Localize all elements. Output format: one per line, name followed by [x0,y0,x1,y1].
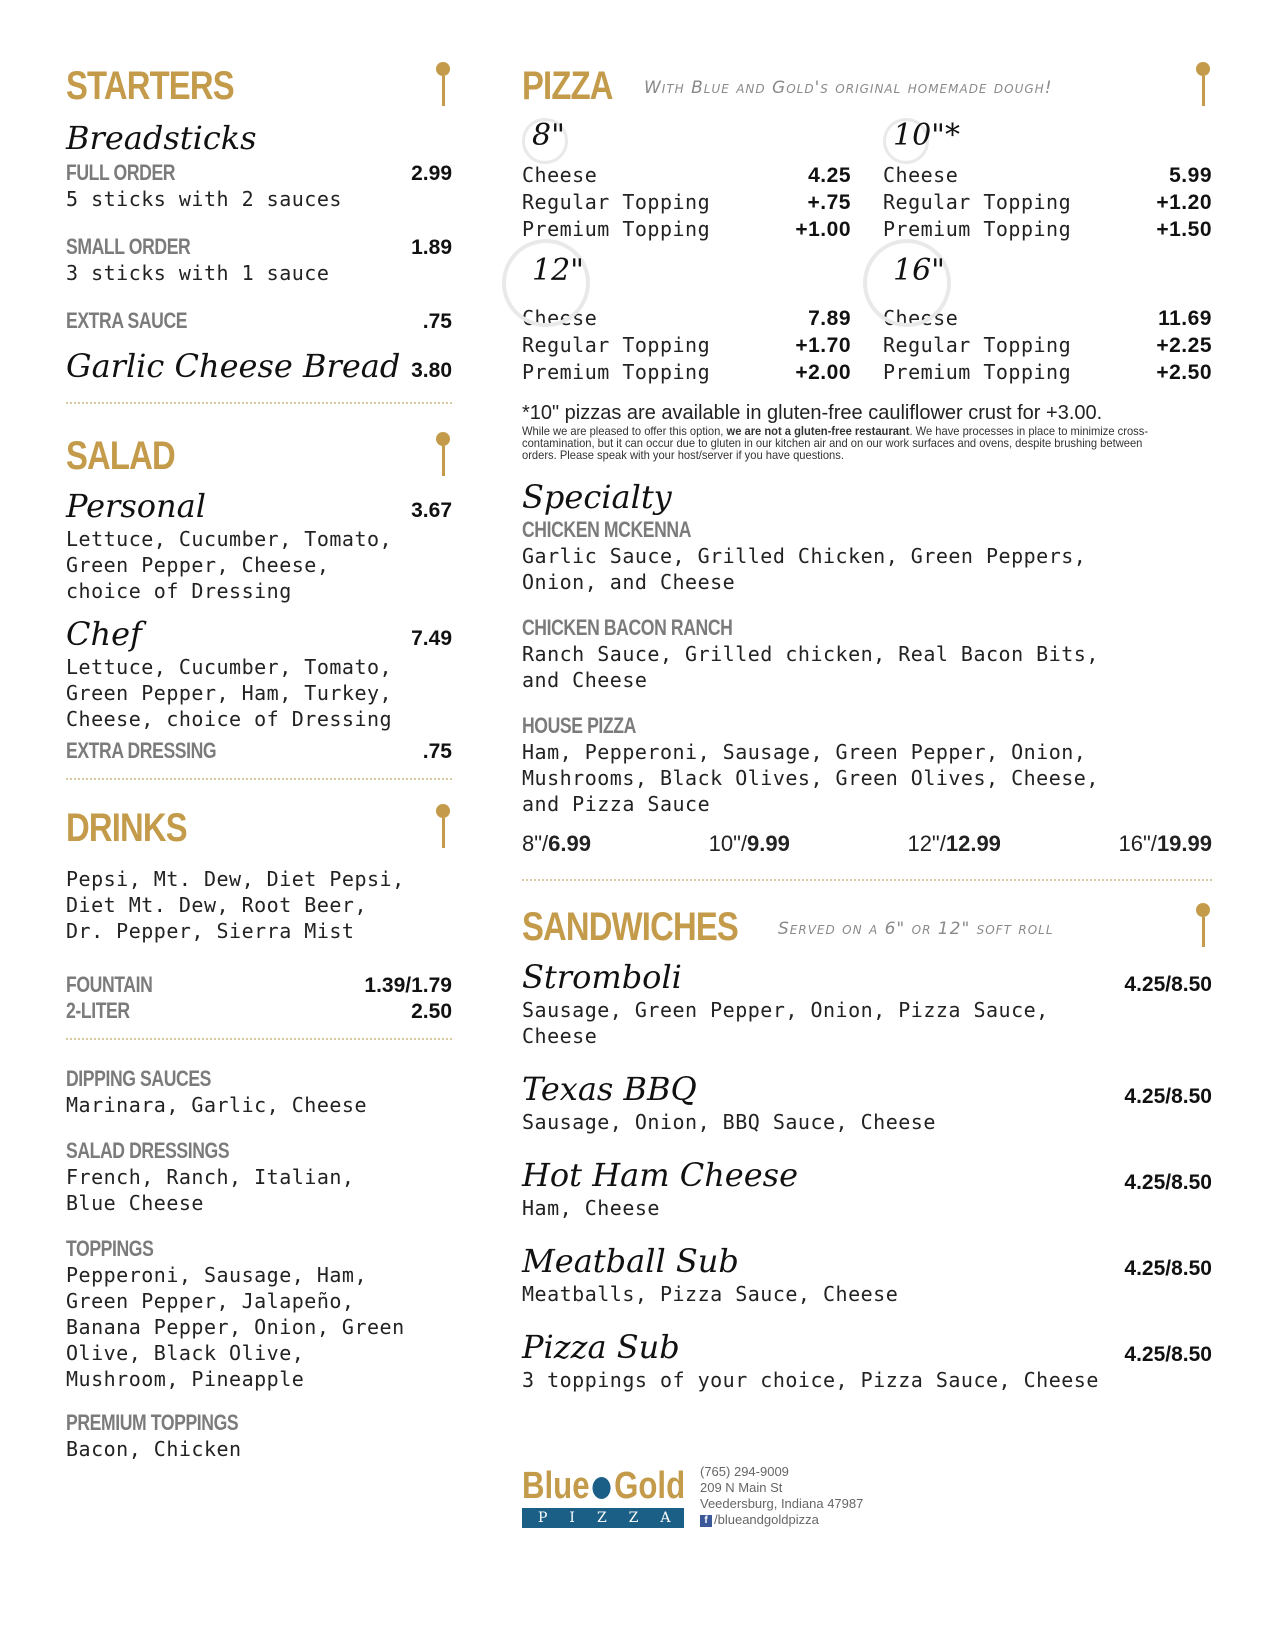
price-row: Regular Topping +.75 [522,190,851,214]
price: 1.39/1.79 [364,974,452,997]
extra-dressing-row [66,738,452,764]
sandwich-item [522,957,1212,1049]
price-row: Premium Topping +1.00 [522,217,851,241]
gluten-free-note: *10" pizzas are available in gluten-free cauliflower crust for +3.00. [522,402,1103,424]
sandwich-name: Hot Ham Cheese [522,1156,799,1194]
toppings [66,1236,452,1392]
item-description: French, Ranch, Italian, Blue Cheese [66,1165,355,1215]
option-label: SALAD DRESSINGS [66,1138,230,1163]
specialty-name: CHICKEN BACON RANCH [522,615,733,640]
option-label: SMALL ORDER [66,234,191,259]
price: 7.49 [411,627,452,650]
item-description: Marinara, Garlic, Cheese [66,1093,367,1117]
specialty-price: 10"/9.99 [708,831,790,856]
size-block-12 [522,249,851,386]
price: .75 [422,310,452,333]
pizza-peel-icon [434,432,452,478]
pizza-ball-icon [593,1477,611,1499]
item-description: Ranch Sauce, Grilled chicken, Real Bacon Bits, and Cheese [522,642,1099,692]
pizza-peel-icon [1194,903,1212,949]
fountain-row [66,972,452,998]
address: 209 N Main St [700,1480,783,1495]
price: 4.25/8.50 [1124,1257,1212,1280]
logo-band: PIZZA [522,1508,684,1528]
section-title: STARTERS [66,64,234,108]
item-description: Garlic Sauce, Grilled Chicken, Green Peppers, Onion, and Cheese [522,544,1087,594]
pizza-sizes-top [522,114,1212,243]
sandwich-item [522,1327,1212,1393]
price-row: Cheese 11.69 [883,306,1212,330]
section-title: DRINKS [66,806,187,850]
sandwiches-header [522,901,1212,953]
sandwich-name: Pizza Sub [522,1328,680,1366]
sandwich-name: Stromboli [522,958,682,996]
drinks-list: Pepsi, Mt. Dew, Diet Pepsi, Diet Mt. Dew, Root Beer, Dr. Pepper, Sierra Mist [66,867,405,943]
section-title: SANDWICHES [522,905,738,949]
item-description: Bacon, Chicken [66,1437,242,1461]
option-label: FULL ORDER [66,160,176,185]
size-mark: 10"* [883,114,1212,162]
option-label: PREMIUM TOPPINGS [66,1410,239,1435]
price: 4.25/8.50 [1124,1171,1212,1194]
dipping-sauces [66,1066,452,1118]
size-mark: 16" [883,249,1212,305]
garlic-bread-row [66,346,452,386]
item-description: Lettuce, Cucumber, Tomato, Green Pepper, Cheese, choice of Dressing [66,527,393,603]
item-description: Pepperoni, Sausage, Ham, Green Pepper, Jalapeño, Banana Pepper, Onion, Green Olive, Black Olive, Mushroom, Pineapple [66,1263,405,1391]
sandwiches-tagline: Served on a 6" or 12" soft roll [778,919,1054,939]
section-title: SALAD [66,434,175,478]
option-label: 2-LITER [66,998,130,1023]
chef-salad-row [66,614,452,654]
starters-header [66,60,452,112]
price: .75 [422,740,452,763]
section-title: PIZZA [522,64,613,108]
pizza-header [522,60,1212,112]
item-description: Ham, Pepperoni, Sausage, Green Pepper, Onion, Mushrooms, Black Olives, Green Olives, Cheese, and Pizza Sauce [522,740,1099,816]
price-row: Cheese 5.99 [883,163,1212,187]
item-name-breadsticks: Breadsticks [66,119,257,157]
pizza-peel-icon [434,804,452,850]
brand-logo: Blue Gold PIZZA [522,1465,693,1526]
price-row: Cheese 4.25 [522,163,851,187]
price: 4.25/8.50 [1124,973,1212,996]
pizza-tagline: With Blue and Gold's original homemade dough! [644,78,1053,98]
size-block-10 [883,114,1212,243]
sandwich-name: Texas BBQ [522,1070,697,1108]
liter-row [66,998,452,1024]
left-column [66,60,452,1462]
price-row: Regular Topping +1.70 [522,333,851,357]
specialty-item [522,517,1212,595]
sandwich-item [522,1241,1212,1307]
city: Veedersburg, Indiana 47987 [700,1496,864,1511]
option-label: EXTRA SAUCE [66,308,188,333]
option-label: DIPPING SAUCES [66,1066,212,1091]
item-description: Ham, Cheese [522,1196,660,1220]
item-description: 3 toppings of your choice, Pizza Sauce, Cheese [522,1368,1099,1392]
phone: (765) 294-9009 [700,1464,789,1479]
specialty-name: HOUSE PIZZA [522,713,636,738]
specialty-item [522,615,1212,693]
size-block-16 [883,249,1212,386]
specialty-price: 12"/12.99 [907,831,1001,856]
specialty-name: CHICKEN MCKENNA [522,517,692,542]
facebook-icon: f [700,1515,712,1527]
specialty-price: 8"/6.99 [522,831,591,856]
size-mark: 12" [522,249,851,305]
footer [522,1464,863,1528]
option-label: FOUNTAIN [66,972,153,997]
extra-sauce-row [66,308,452,334]
price-row: Premium Topping +2.50 [883,360,1212,384]
small-order-row [66,234,452,260]
specialty-item [522,713,1212,817]
item-description: Sausage, Green Pepper, Onion, Pizza Sauce, Cheese [522,998,1049,1048]
specialty-price: 16"/19.99 [1118,831,1212,856]
salad-header [66,430,452,482]
specialty-prices [522,831,1212,857]
sandwich-item [522,1155,1212,1221]
price: 3.67 [411,499,452,522]
price-row: Regular Topping +2.25 [883,333,1212,357]
divider [66,402,452,404]
price: 2.99 [411,162,452,185]
item-description: 3 sticks with 1 sauce [66,261,330,285]
drinks-header [66,802,452,854]
divider [66,1038,452,1040]
option-label: EXTRA DRESSING [66,738,217,763]
item-description: Lettuce, Cucumber, Tomato, Green Pepper, Ham, Turkey, Cheese, choice of Dressing [66,655,393,731]
sandwich-name: Meatball Sub [522,1242,739,1280]
size-block-8 [522,114,851,243]
price: 2.50 [411,1000,452,1023]
premium-toppings [66,1410,452,1462]
price: 4.25/8.50 [1124,1343,1212,1366]
personal-salad-row [66,486,452,526]
item-description: Sausage, Onion, BBQ Sauce, Cheese [522,1110,936,1134]
divider [66,778,452,780]
specialty-title: Specialty [522,478,672,516]
gluten-free-disclaimer: While we are pleased to offer this option, we are not a gluten-free restaurant. We have processes in place to minimize cross-contamination, but it can occur due to gluten in our kitchen air and on our work surfaces and ovens, despite brushing between orders. Please speak with your host/server if you have questions. [522,424,1149,462]
price-row: Cheese 7.89 [522,306,851,330]
divider [522,879,1212,881]
contact-info [700,1464,863,1528]
pizza-peel-icon [1194,62,1212,108]
price-row: Regular Topping +1.20 [883,190,1212,214]
full-order-row [66,160,452,186]
item-name-chef: Chef [66,615,142,653]
price-row: Premium Topping +1.50 [883,217,1212,241]
right-column [522,60,1212,1393]
item-name-personal: Personal [66,487,206,525]
item-description: 5 sticks with 2 sauces [66,187,342,211]
salad-dressings [66,1138,452,1216]
sandwich-item [522,1069,1212,1135]
price-row: Premium Topping +2.00 [522,360,851,384]
item-description: Meatballs, Pizza Sauce, Cheese [522,1282,899,1306]
size-mark: 8" [522,114,851,162]
price: 1.89 [411,236,452,259]
item-name-garlic-bread: Garlic Cheese Bread [66,347,401,385]
social-link[interactable]: f /blueandgoldpizza [700,1512,863,1528]
price: 3.80 [411,359,452,382]
pizza-sizes-bottom [522,249,1212,386]
price: 4.25/8.50 [1124,1085,1212,1108]
pizza-peel-icon [434,62,452,108]
option-label: TOPPINGS [66,1236,154,1261]
